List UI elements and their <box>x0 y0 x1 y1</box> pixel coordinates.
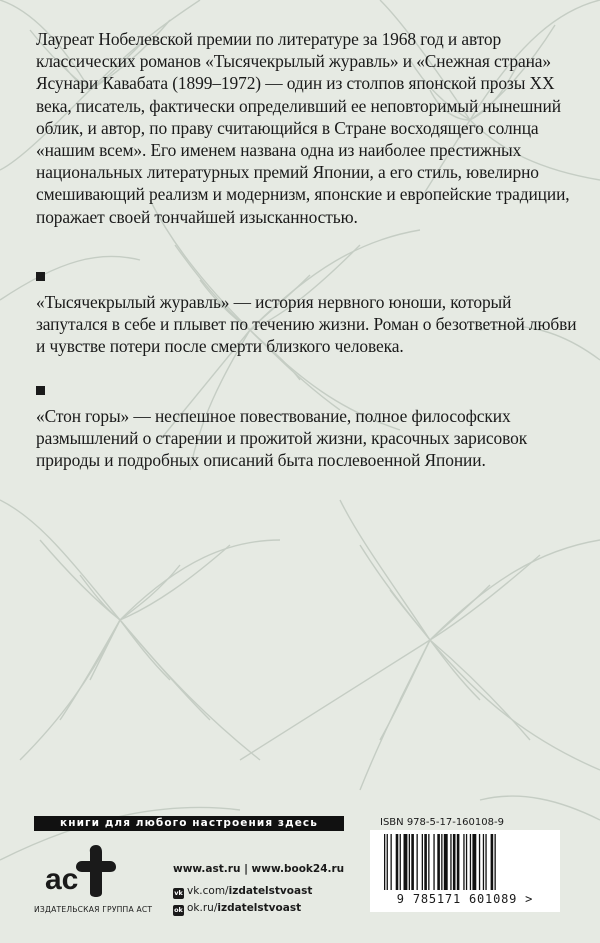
barcode-bar <box>463 834 464 890</box>
barcode-bar <box>466 834 467 890</box>
ok-link[interactable] <box>173 902 301 916</box>
vk-icon: vk <box>174 889 183 897</box>
barcode-bar <box>437 834 440 890</box>
square-bullet-icon <box>36 386 45 395</box>
barcode-bar <box>441 834 442 890</box>
book2-description: «Стон горы» — неспешное повествование, полное философских размышлений о старении и прожитой жизни, красочных зарисовок природы и подробных описаний быта послевоенной Японии. <box>36 406 528 471</box>
barcode-bar <box>491 834 494 890</box>
barcode-bar <box>453 834 456 890</box>
barcode-bar <box>417 834 418 890</box>
barcode-bar <box>479 834 480 890</box>
ok-icon: ok <box>174 906 183 914</box>
barcode-bar <box>444 834 448 890</box>
barcode-bar <box>457 834 460 890</box>
publisher-name: ИЗДАТЕЛЬСКАЯ ГРУППА АСТ <box>34 905 153 914</box>
author-description: Лауреат Нобелевской премии по литературе за 1968 год и автор классических романов «Тысячекрылый журавль» и «Снежная страна» Ясунари Кавабата (1899–1972) — один из столпов японской прозы XX века, писатель, фактически определивший ее неповторимый нынешний облик, и автор, по праву считающийся в Стране восходящего солнца «нашим всем». Его именем названа одна из наиболее престижных национальных литературных премий Японии, а его стиль, ювелирно смешивающий реализм и модернизм, японские и европейские традиции, поражает своей тончайшей изысканностью. <box>36 29 570 227</box>
tagline-banner: книги для любого настроения здесь <box>34 816 344 831</box>
isbn-number: ISBN 978-5-17-160108-9 <box>380 817 504 828</box>
barcode-bar <box>400 834 401 890</box>
ast-logo-icon <box>42 843 126 897</box>
barcode-bar <box>483 834 484 890</box>
barcode-bar <box>384 834 385 890</box>
barcode <box>370 830 560 912</box>
square-bullet-icon <box>36 272 45 281</box>
barcode-bar <box>424 834 427 890</box>
barcode-bar <box>470 834 471 890</box>
barcode-bar <box>485 834 486 890</box>
vk-link-handle: izdatelstvoast <box>228 885 313 897</box>
barcode-bar <box>387 834 388 890</box>
barcode-bar <box>411 834 414 890</box>
barcode-digits: 9 785171 601089 > <box>396 892 534 906</box>
barcode-bars <box>378 834 552 892</box>
ok-link-prefix: ok.ru/ <box>187 902 218 914</box>
barcode-bar <box>409 834 410 890</box>
vk-link-prefix: vk.com/ <box>187 885 229 897</box>
book1-description: «Тысячекрылый журавль» — история нервного юноши, который запутался в себе и плывет по течению жизни. Роман о безответной любви и чувстве потери после смерти близкого человека. <box>36 292 577 357</box>
barcode-bar <box>396 834 399 890</box>
barcode-bar <box>450 834 451 890</box>
svg-text:ac: ac <box>45 863 79 896</box>
barcode-bar <box>428 834 429 890</box>
barcode-bar <box>404 834 408 890</box>
ok-link-handle: izdatelstvoast <box>217 902 302 914</box>
barcode-bar <box>422 834 423 890</box>
vk-link[interactable] <box>173 885 312 899</box>
barcode-bar <box>495 834 496 890</box>
barcode-bar <box>472 834 476 890</box>
website-links[interactable]: www.ast.ru | www.book24.ru <box>173 863 345 875</box>
barcode-bar <box>391 834 392 890</box>
barcode-bar <box>433 834 434 890</box>
